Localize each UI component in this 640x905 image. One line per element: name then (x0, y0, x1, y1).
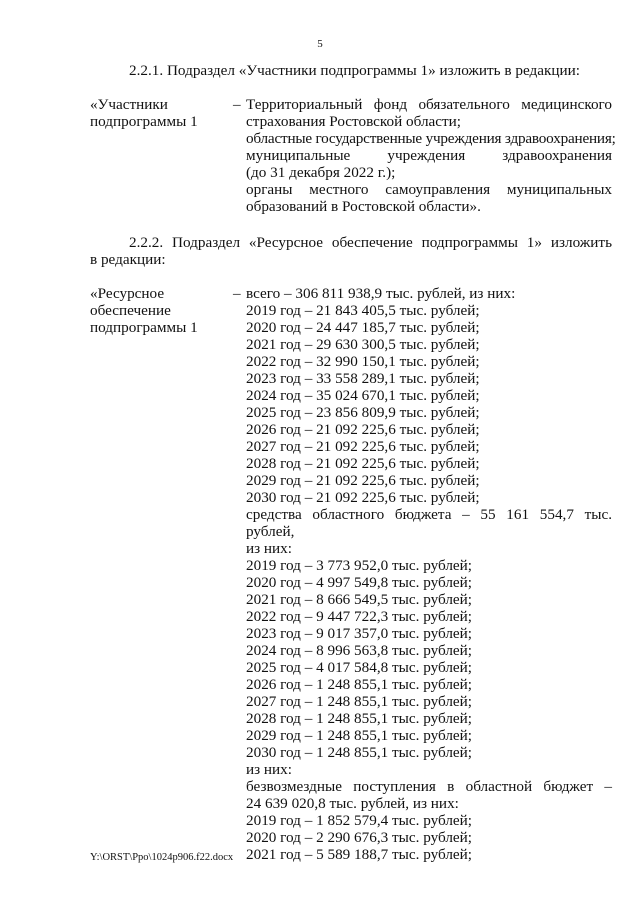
label-line: обеспечение (90, 302, 171, 319)
page-number: 5 (317, 38, 323, 50)
grants-year-line: 2019 год – 1 852 579,4 тыс. рублей; (246, 812, 473, 829)
section-2-2-1-heading: 2.2.1. Подраздел «Участники подпрограммы 1» изложить в редакции: (129, 62, 580, 79)
heading-line: 2.2.2. Подраздел «Ресурсное обеспечение подпрограммы 1» изложить (129, 234, 612, 251)
total-year-line: 2026 год – 21 092 225,6 тыс. рублей; (246, 421, 480, 438)
participants-content (246, 96, 616, 215)
total-year-line: 2027 год – 21 092 225,6 тыс. рублей; (246, 438, 480, 455)
total-year-line: 2025 год – 23 856 809,9 тыс. рублей; (246, 404, 480, 421)
total-line: всего – 306 811 938,9 тыс. рублей, из них: (246, 285, 516, 302)
section-2-2-2-heading (90, 234, 612, 268)
regional-budget-line: средства областного бюджета – 55 161 554,7 тыс. рублей, (246, 506, 612, 540)
heading-line: в редакции: (90, 251, 166, 268)
total-year-line: 2020 год – 24 447 185,7 тыс. рублей; (246, 319, 480, 336)
grants-line: 24 639 020,8 тыс. рублей, из них: (246, 795, 459, 812)
dash-separator: – (233, 285, 241, 302)
total-year-line: 2030 год – 21 092 225,6 тыс. рублей; (246, 489, 480, 506)
regional-year-line: 2021 год – 8 666 549,5 тыс. рублей; (246, 591, 473, 608)
content-line: страхования Ростовской области; (246, 113, 462, 130)
label-line: «Ресурсное (90, 285, 165, 302)
regional-year-line: 2023 год – 9 017 357,0 тыс. рублей; (246, 625, 473, 642)
resources-label (90, 285, 230, 336)
regional-year-line: 2022 год – 9 447 722,3 тыс. рублей; (246, 608, 473, 625)
total-year-line: 2022 год – 32 990 150,1 тыс. рублей; (246, 353, 480, 370)
regional-year-line: 2029 год – 1 248 855,1 тыс. рублей; (246, 727, 473, 744)
regional-year-line: 2026 год – 1 248 855,1 тыс. рублей; (246, 676, 473, 693)
resources-content (246, 285, 612, 863)
regional-year-line: 2025 год – 4 017 584,8 тыс. рублей; (246, 659, 473, 676)
label-line: «Участники (90, 96, 168, 113)
content-line: органы местного самоуправления муниципальных (246, 181, 612, 198)
total-year-line: 2023 год – 33 558 289,1 тыс. рублей; (246, 370, 480, 387)
regional-year-line: 2027 год – 1 248 855,1 тыс. рублей; (246, 693, 473, 710)
content-line: образований в Ростовской области». (246, 198, 481, 215)
total-year-line: 2019 год – 21 843 405,5 тыс. рублей; (246, 302, 480, 319)
total-year-line: 2021 год – 29 630 300,5 тыс. рублей; (246, 336, 480, 353)
regional-budget-line: из них: (246, 540, 292, 557)
label-line: подпрограммы 1 (90, 113, 198, 130)
content-line: муниципальные учреждения здравоохранения (246, 147, 612, 164)
total-year-line: 2029 год – 21 092 225,6 тыс. рублей; (246, 472, 480, 489)
grants-line: безвозмездные поступления в областной бюджет – (246, 778, 612, 795)
regional-year-line: 2030 год – 1 248 855,1 тыс. рублей; (246, 744, 473, 761)
total-year-line: 2028 год – 21 092 225,6 тыс. рублей; (246, 455, 480, 472)
label-line: подпрограммы 1 (90, 319, 198, 336)
content-line: областные государственные учреждения здравоохранения; (246, 130, 616, 147)
regional-year-line: 2028 год – 1 248 855,1 тыс. рублей; (246, 710, 473, 727)
content-line: Территориальный фонд обязательного медицинского (246, 96, 612, 113)
total-year-line: 2024 год – 35 024 670,1 тыс. рублей; (246, 387, 480, 404)
dash-separator: – (233, 96, 241, 113)
regional-year-line: 2020 год – 4 997 549,8 тыс. рублей; (246, 574, 473, 591)
content-line: (до 31 декабря 2022 г.); (246, 164, 396, 181)
footer-file-path: Y:\ORST\Ppo\1024p906.f22.docx (90, 852, 234, 863)
participants-label (90, 96, 230, 130)
grants-year-line: 2020 год – 2 290 676,3 тыс. рублей; (246, 829, 473, 846)
regional-year-line: 2019 год – 3 773 952,0 тыс. рублей; (246, 557, 473, 574)
of-them-line: из них: (246, 761, 292, 778)
grants-year-line: 2021 год – 5 589 188,7 тыс. рублей; (246, 846, 473, 863)
regional-year-line: 2024 год – 8 996 563,8 тыс. рублей; (246, 642, 473, 659)
